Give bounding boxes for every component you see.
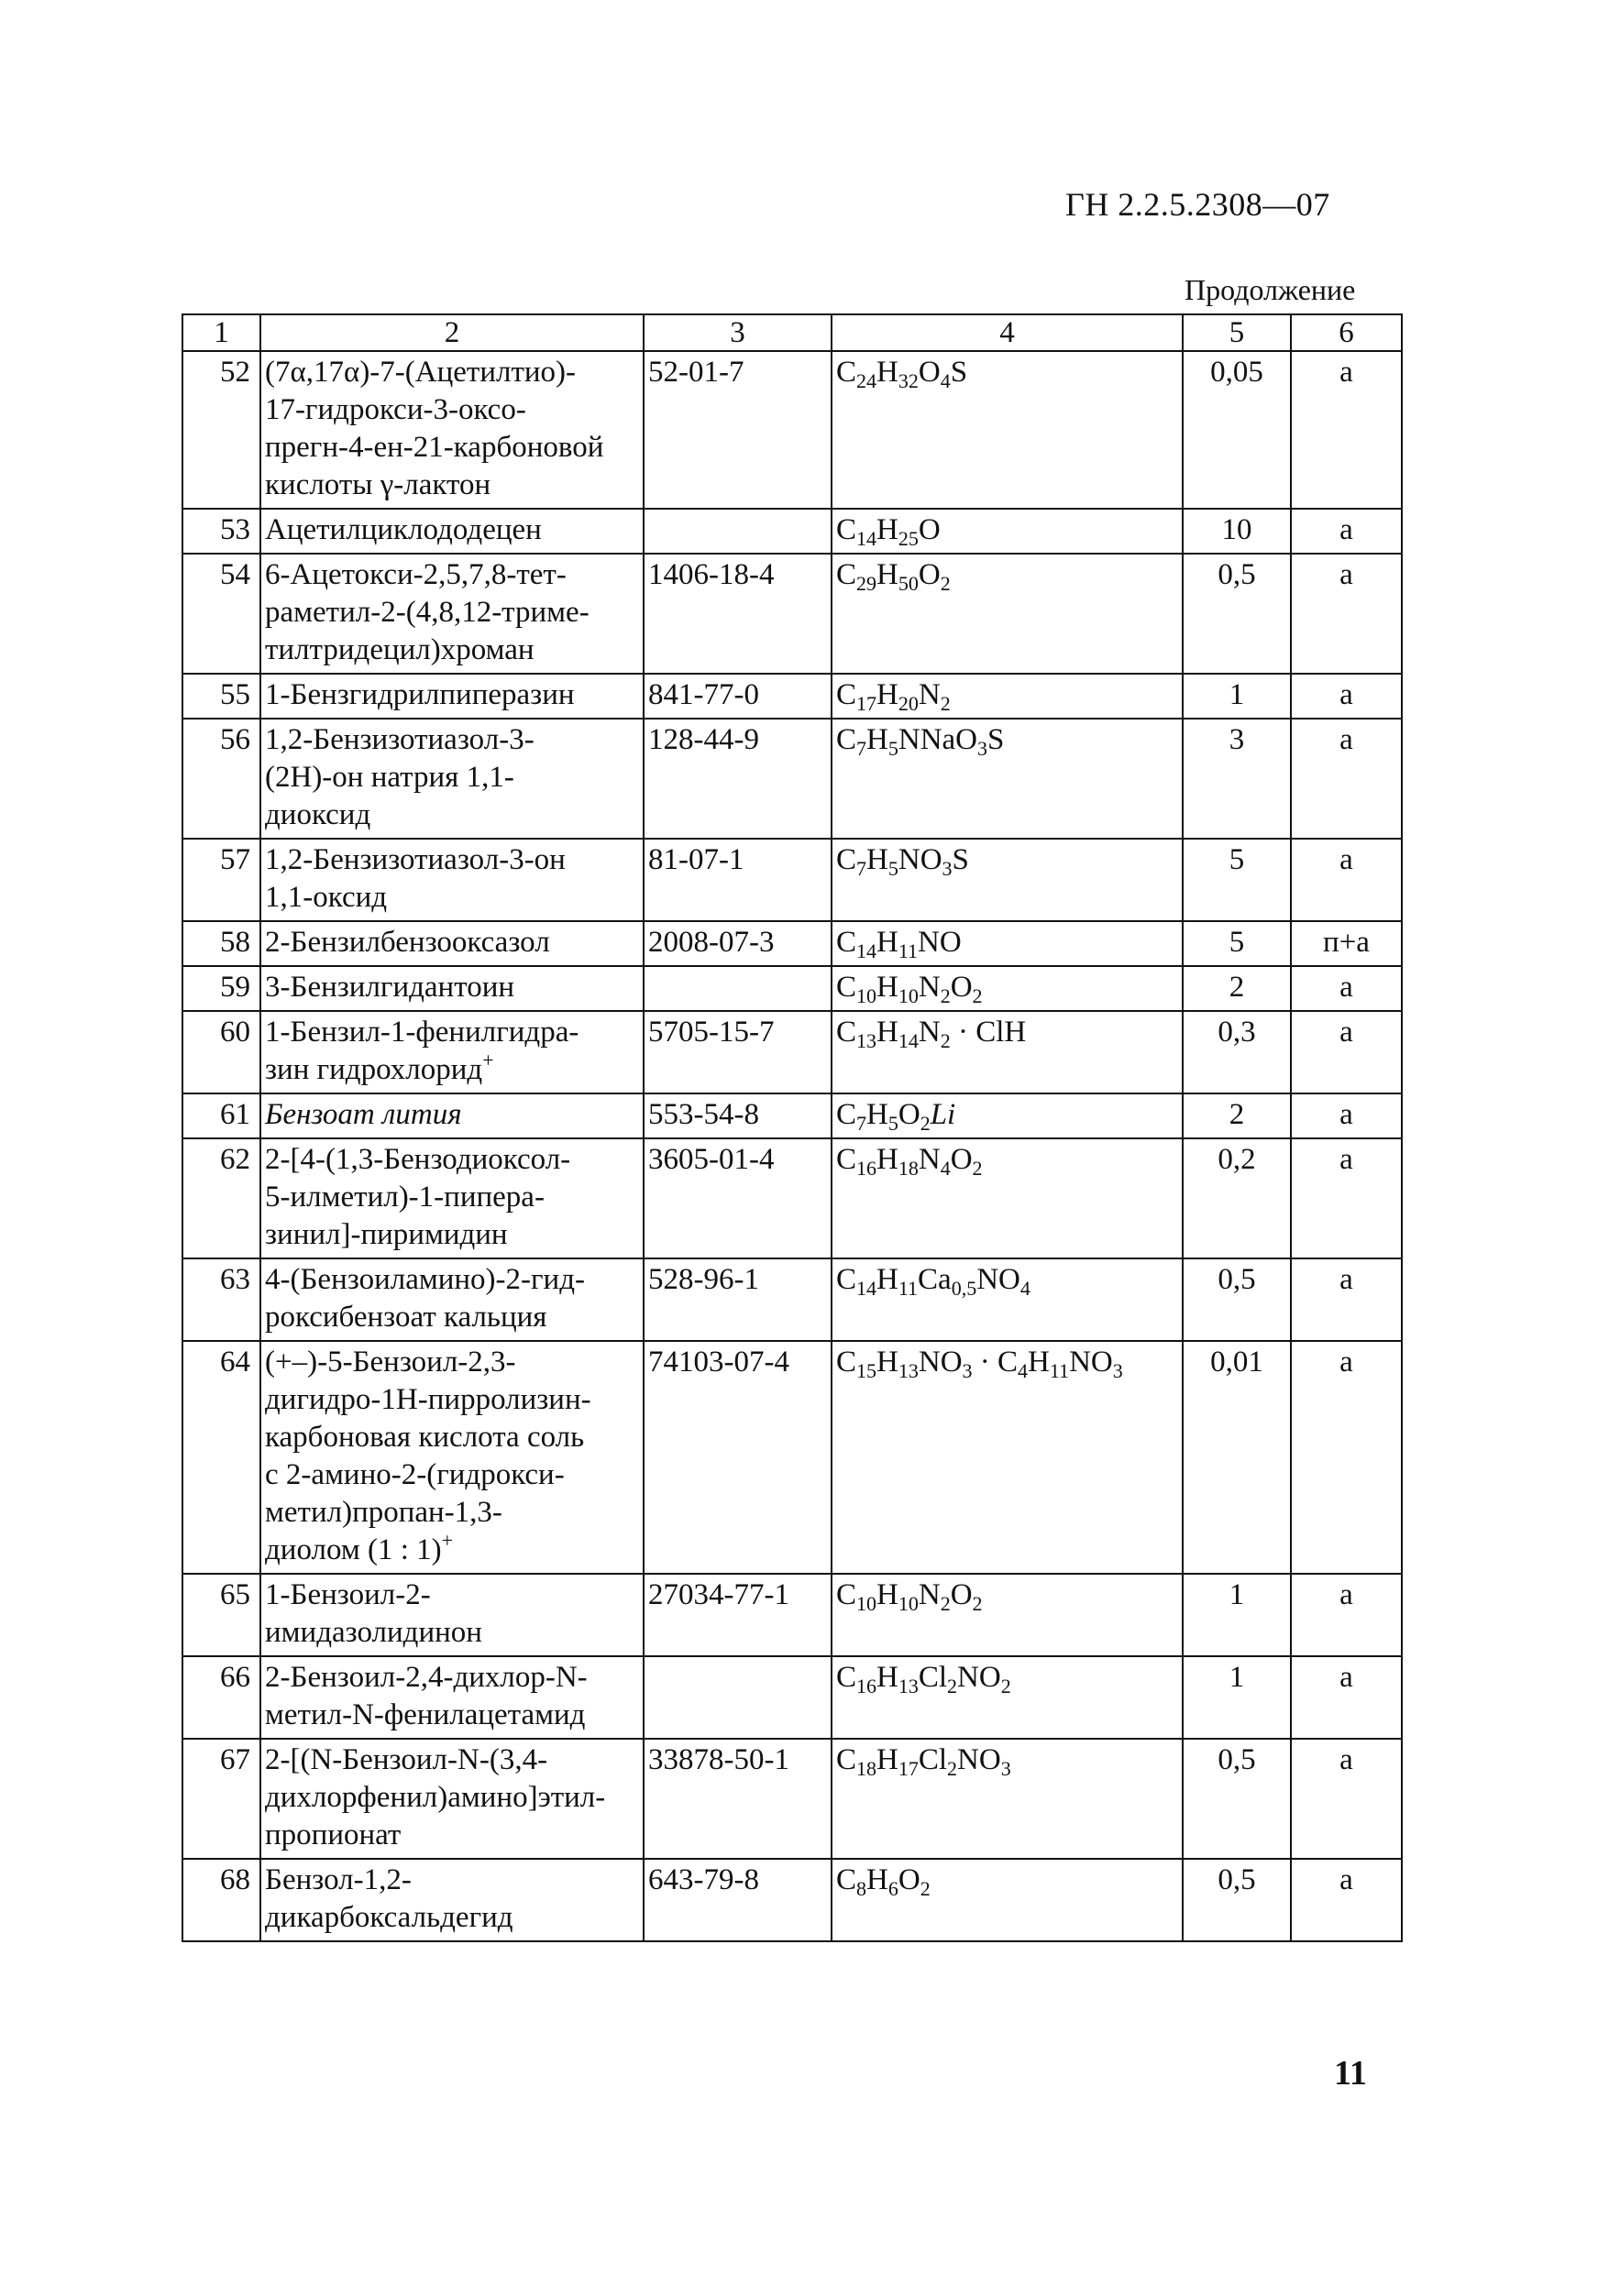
- cas-number: [644, 966, 832, 1011]
- formula-element: H: [866, 1863, 888, 1896]
- aggregate-state: а: [1291, 674, 1402, 719]
- formula-element: H: [866, 723, 888, 756]
- formula-subscript: 3: [1112, 1359, 1123, 1382]
- formula-element: S: [952, 843, 969, 876]
- formula-element: S: [950, 356, 968, 389]
- formula-element: N: [918, 1578, 941, 1611]
- formula-element: O: [918, 513, 941, 546]
- row-number: 63: [182, 1258, 260, 1341]
- formula-element: C: [836, 1263, 857, 1296]
- formula-element: N: [918, 1016, 941, 1049]
- row-number: 64: [182, 1341, 260, 1574]
- formula-element: NO: [957, 1743, 1001, 1776]
- substance-name: [260, 1859, 644, 1941]
- formula-subscript: 24: [856, 369, 877, 392]
- substance-name-line: (7α,17α)-7-(Ацетилтио)-: [265, 356, 577, 389]
- formula-subscript: 4: [940, 369, 951, 392]
- substance-name-line: (+–)-5-Бензоил-2,3-: [265, 1346, 516, 1379]
- chemical-formula: [832, 1341, 1183, 1574]
- substance-name-line: 1-Бензоил-2-: [265, 1578, 431, 1611]
- substance-name-line: Ацетилциклододецен: [265, 513, 542, 546]
- exposure-limit: 1: [1183, 1656, 1291, 1739]
- formula-element: NO: [976, 1263, 1020, 1296]
- table-row: [182, 1656, 1402, 1739]
- formula-element: C: [836, 1346, 857, 1379]
- substance-name-line: 1-Бензил-1-фенилгидра-: [265, 1016, 579, 1049]
- formula-element: O: [918, 356, 941, 389]
- formula-element: C: [836, 1863, 857, 1896]
- substance-name-line: 2-[(N-Бензоил-N-(3,4-: [265, 1743, 548, 1776]
- formula-subscript: 11: [898, 939, 919, 962]
- formula-subscript: 25: [898, 527, 919, 550]
- formula-subscript: 17: [856, 692, 877, 715]
- formula-subscript: 14: [856, 527, 877, 550]
- chemical-formula: [832, 1574, 1183, 1656]
- cas-number: 81-07-1: [644, 839, 832, 921]
- formula-subscript: 13: [898, 1359, 919, 1382]
- chemical-formula: [832, 1093, 1183, 1138]
- table-row: [182, 509, 1402, 554]
- formula-subscript: 3: [962, 1359, 973, 1382]
- cas-number: 841-77-0: [644, 674, 832, 719]
- substance-name-line: тилтридецил)хроман: [265, 633, 534, 666]
- substance-name-line: зинил]-пиримидин: [265, 1218, 508, 1251]
- substance-name-line: 2-[4-(1,3-Бензодиоксол-: [265, 1143, 571, 1176]
- substance-name-line: пропионат: [265, 1818, 402, 1851]
- exposure-limit: 1: [1183, 1574, 1291, 1656]
- formula-element: O: [950, 1578, 973, 1611]
- substance-name-line: зин гидрохлорид: [265, 1053, 483, 1086]
- exposure-limit: 10: [1183, 509, 1291, 554]
- formula-subscript: 2: [947, 1757, 958, 1780]
- table-row: [182, 1574, 1402, 1656]
- formula-subscript: 16: [856, 1157, 877, 1180]
- row-number: 62: [182, 1138, 260, 1258]
- exposure-limit: 5: [1183, 839, 1291, 921]
- substance-name: [260, 921, 644, 966]
- substance-name-line: с 2-амино-2-(гидрокси-: [265, 1458, 565, 1491]
- formula-subscript: 17: [898, 1757, 919, 1780]
- formula-element: C: [836, 971, 857, 1004]
- chemical-formula: [832, 719, 1183, 839]
- row-number: 54: [182, 554, 260, 674]
- row-number: 65: [182, 1574, 260, 1656]
- exposure-limit: 0,5: [1183, 1859, 1291, 1941]
- exposure-limit: 0,5: [1183, 554, 1291, 674]
- formula-element: NO: [1069, 1346, 1113, 1379]
- substance-name: [260, 554, 644, 674]
- aggregate-state: а: [1291, 1859, 1402, 1941]
- continuation-label: Продолжение: [1185, 273, 1356, 306]
- formula-element: H: [876, 926, 898, 959]
- substance-name-line: дихлорфенил)амино]этил-: [265, 1781, 606, 1814]
- formula-subscript: 50: [898, 572, 919, 595]
- substance-name-line: кислоты γ-лактон: [265, 468, 491, 501]
- substance-name: [260, 719, 644, 839]
- formula-subscript: 18: [856, 1757, 877, 1780]
- formula-subscript: 2: [972, 984, 983, 1007]
- substance-name-line: 1,2-Бензизотиазол-3-: [265, 723, 534, 756]
- formula-element: Ca: [918, 1263, 952, 1296]
- formula-subscript: 11: [1049, 1359, 1070, 1382]
- aggregate-state: а: [1291, 554, 1402, 674]
- formula-element: H: [876, 1016, 898, 1049]
- chemical-formula: [832, 1656, 1183, 1739]
- formula-element: C: [836, 926, 857, 959]
- formula-element: C: [836, 558, 857, 591]
- formula-element: H: [876, 1346, 898, 1379]
- exposure-limit: 0,2: [1183, 1138, 1291, 1258]
- cas-number: 33878-50-1: [644, 1739, 832, 1859]
- formula-element: S: [987, 723, 1005, 756]
- formula-element: H: [866, 1098, 888, 1131]
- formula-element: C: [836, 678, 857, 711]
- substance-name: [260, 1138, 644, 1258]
- row-number: 59: [182, 966, 260, 1011]
- exposure-limit: 0,3: [1183, 1011, 1291, 1093]
- formula-subscript: 2: [920, 1877, 931, 1900]
- column-number: 1: [182, 314, 260, 351]
- formula-subscript: 3: [942, 857, 953, 880]
- formula-element: H: [876, 558, 898, 591]
- substance-name: [260, 1574, 644, 1656]
- column-number-row: [182, 314, 1402, 351]
- formula-element: H: [876, 1578, 898, 1611]
- substance-name-line: 1-Бензгидрилпиперазин: [265, 678, 575, 711]
- substance-name: [260, 351, 644, 509]
- aggregate-state: а: [1291, 1341, 1402, 1574]
- formula-element: C: [836, 843, 857, 876]
- formula-subscript: 0,5: [951, 1277, 977, 1300]
- substances-table: [182, 313, 1403, 1942]
- formula-element: O: [918, 558, 941, 591]
- aggregate-state: а: [1291, 1739, 1402, 1859]
- formula-subscript: 3: [1000, 1757, 1011, 1780]
- table-row: [182, 351, 1402, 509]
- chemical-formula: [832, 1138, 1183, 1258]
- formula-subscript: 6: [887, 1877, 898, 1900]
- cas-number: 128-44-9: [644, 719, 832, 839]
- formula-subscript: 20: [898, 692, 919, 715]
- formula-element: C: [836, 1743, 857, 1776]
- formula-element: O: [898, 1098, 920, 1131]
- substance-name-line: Бензол-1,2-: [265, 1863, 412, 1896]
- formula-element: H: [876, 1143, 898, 1176]
- formula-subscript: 16: [856, 1675, 877, 1697]
- formula-subscript: 10: [898, 1592, 919, 1615]
- substance-name-line: метил-N-фенилацетамид: [265, 1698, 586, 1731]
- substance-name-line: 6-Ацетокси-2,5,7,8-тет-: [265, 558, 567, 591]
- cas-number: 3605-01-4: [644, 1138, 832, 1258]
- formula-element: O: [898, 1863, 920, 1896]
- table-row: [182, 554, 1402, 674]
- substance-name: [260, 839, 644, 921]
- formula-subscript: 15: [856, 1359, 877, 1382]
- row-number: 57: [182, 839, 260, 921]
- formula-subscript: 2: [947, 1675, 958, 1697]
- formula-subscript: 4: [1019, 1277, 1030, 1300]
- aggregate-state: п+а: [1291, 921, 1402, 966]
- substance-name-line: роксибензоат кальция: [265, 1301, 547, 1334]
- cas-number: 553-54-8: [644, 1093, 832, 1138]
- substance-name-line: 1,2-Бензизотиазол-3-он: [265, 843, 566, 876]
- substance-name: [260, 1341, 644, 1574]
- substance-name-line: дикарбоксальдегид: [265, 1901, 513, 1934]
- aggregate-state: а: [1291, 1656, 1402, 1739]
- exposure-limit: 0,01: [1183, 1341, 1291, 1574]
- table-row: [182, 674, 1402, 719]
- formula-subscript: 2: [940, 572, 951, 595]
- formula-element: H: [866, 843, 888, 876]
- cas-number: 528-96-1: [644, 1258, 832, 1341]
- cas-number: 643-79-8: [644, 1859, 832, 1941]
- chemical-formula: [832, 1859, 1183, 1941]
- formula-element: N: [918, 971, 941, 1004]
- formula-subscript: 2: [1000, 1675, 1011, 1697]
- formula-element: H: [876, 971, 898, 1004]
- formula-subscript: 4: [1018, 1359, 1029, 1382]
- substance-name-line: Бензоат лития: [265, 1098, 462, 1131]
- row-number: 67: [182, 1739, 260, 1859]
- row-number: 68: [182, 1859, 260, 1941]
- formula-element: H: [876, 356, 898, 389]
- substance-name: [260, 966, 644, 1011]
- cas-number: 74103-07-4: [644, 1341, 832, 1574]
- substance-name: [260, 1258, 644, 1341]
- table-row: [182, 1739, 1402, 1859]
- substance-name-line: раметил-2-(4,8,12-триме-: [265, 596, 590, 629]
- table-row: [182, 1258, 1402, 1341]
- aggregate-state: а: [1291, 719, 1402, 839]
- chemical-formula: [832, 674, 1183, 719]
- substance-name: [260, 1656, 644, 1739]
- substance-name-line: 1,1-оксид: [265, 881, 388, 914]
- formula-subscript: 5: [887, 857, 898, 880]
- formula-subscript: 10: [856, 1592, 877, 1615]
- table-row: [182, 1859, 1402, 1941]
- row-number: 66: [182, 1656, 260, 1739]
- formula-element: N: [918, 678, 941, 711]
- cas-number: 5705-15-7: [644, 1011, 832, 1093]
- chemical-formula: [832, 509, 1183, 554]
- row-number: 52: [182, 351, 260, 509]
- formula-subscript: 11: [898, 1277, 919, 1300]
- row-number: 60: [182, 1011, 260, 1093]
- substance-name: [260, 1093, 644, 1138]
- formula-subscript: 10: [898, 984, 919, 1007]
- substance-name-line: (2H)-он натрия 1,1-: [265, 761, 514, 794]
- substance-name: [260, 1739, 644, 1859]
- page-number: 11: [1334, 2054, 1367, 2093]
- formula-subscript: 29: [856, 572, 877, 595]
- column-number: 3: [644, 314, 832, 351]
- substance-name-line: имидазолидинон: [265, 1616, 482, 1649]
- formula-element: NO: [898, 843, 942, 876]
- substance-name-line: 2-Бензилбензооксазол: [265, 926, 550, 959]
- aggregate-state: а: [1291, 1574, 1402, 1656]
- substance-name-line: 2-Бензоил-2,4-дихлор-N-: [265, 1661, 588, 1694]
- row-number: 61: [182, 1093, 260, 1138]
- formula-subscript: 2: [920, 1112, 931, 1135]
- table-row: [182, 921, 1402, 966]
- exposure-limit: 0,5: [1183, 1739, 1291, 1859]
- aggregate-state: а: [1291, 966, 1402, 1011]
- formula-subscript: 7: [856, 857, 867, 880]
- cas-number: 27034-77-1: [644, 1574, 832, 1656]
- formula-element: H: [876, 1661, 898, 1694]
- aggregate-state: а: [1291, 1011, 1402, 1093]
- formula-subscript: 7: [856, 737, 867, 760]
- formula-element: H: [1028, 1346, 1050, 1379]
- aggregate-state: а: [1291, 1258, 1402, 1341]
- formula-subscript: 32: [898, 369, 919, 392]
- chemical-formula: [832, 351, 1183, 509]
- chemical-formula: [832, 554, 1183, 674]
- column-number: 2: [260, 314, 644, 351]
- formula-element: C: [836, 1098, 857, 1131]
- formula-element: C: [836, 1016, 857, 1049]
- formula-element: C: [836, 513, 857, 546]
- exposure-limit: 0,05: [1183, 351, 1291, 509]
- substance-name-line: карбоновая кислота соль: [265, 1421, 585, 1454]
- formula-element: H: [876, 1263, 898, 1296]
- formula-subscript: 14: [856, 939, 877, 962]
- formula-element: C: [836, 1578, 857, 1611]
- formula-subscript: 5: [887, 737, 898, 760]
- formula-subscript: 2: [940, 1029, 951, 1052]
- superscript-mark: +: [482, 1049, 494, 1071]
- formula-element: Cl: [918, 1661, 948, 1694]
- substance-name-line: диоксид: [265, 798, 371, 831]
- formula-subscript: 3: [977, 737, 988, 760]
- row-number: 58: [182, 921, 260, 966]
- column-number: 4: [832, 314, 1183, 351]
- formula-subscript: 8: [856, 1877, 867, 1900]
- formula-element: H: [876, 1743, 898, 1776]
- cas-number: 1406-18-4: [644, 554, 832, 674]
- formula-element: Li: [930, 1098, 956, 1131]
- formula-subscript: 14: [856, 1277, 877, 1300]
- formula-element: C: [836, 1661, 857, 1694]
- aggregate-state: а: [1291, 1093, 1402, 1138]
- exposure-limit: 1: [1183, 674, 1291, 719]
- table-row: [182, 1341, 1402, 1574]
- exposure-limit: 2: [1183, 966, 1291, 1011]
- formula-element: NO: [918, 926, 962, 959]
- column-number: 6: [1291, 314, 1402, 351]
- formula-element: NO: [957, 1661, 1001, 1694]
- formula-element: C: [836, 1143, 857, 1176]
- chemical-formula: [832, 1258, 1183, 1341]
- formula-element: H: [876, 678, 898, 711]
- table-row: [182, 1093, 1402, 1138]
- cas-number: 2008-07-3: [644, 921, 832, 966]
- substance-name-line: 4-(Бензоиламино)-2-гид-: [265, 1263, 585, 1296]
- formula-subscript: 7: [856, 1112, 867, 1135]
- substance-name: [260, 674, 644, 719]
- row-number: 55: [182, 674, 260, 719]
- formula-subscript: 13: [856, 1029, 877, 1052]
- formula-element: · C: [972, 1346, 1019, 1379]
- formula-subscript: 4: [940, 1157, 951, 1180]
- chemical-formula: [832, 839, 1183, 921]
- document-code: ГН 2.2.5.2308—07: [1065, 186, 1330, 223]
- formula-element: N: [918, 1143, 941, 1176]
- exposure-limit: 5: [1183, 921, 1291, 966]
- formula-element: Cl: [918, 1743, 948, 1776]
- formula-subscript: 2: [940, 984, 951, 1007]
- formula-subscript: 18: [898, 1157, 919, 1180]
- chemical-formula: [832, 966, 1183, 1011]
- substance-name: [260, 1011, 644, 1093]
- substance-name: [260, 509, 644, 554]
- cas-number: 52-01-7: [644, 351, 832, 509]
- substance-name-line: 3-Бензилгидантоин: [265, 971, 515, 1004]
- chemical-formula: [832, 1011, 1183, 1093]
- exposure-limit: 0,5: [1183, 1258, 1291, 1341]
- substance-name-line: диолом (1 : 1): [265, 1533, 442, 1566]
- exposure-limit: 2: [1183, 1093, 1291, 1138]
- formula-element: NNaO: [898, 723, 978, 756]
- formula-element: · ClH: [950, 1016, 1027, 1049]
- chemical-formula: [832, 1739, 1183, 1859]
- aggregate-state: а: [1291, 351, 1402, 509]
- formula-subscript: 2: [940, 692, 951, 715]
- formula-subscript: 2: [940, 1592, 951, 1615]
- aggregate-state: а: [1291, 509, 1402, 554]
- formula-element: C: [836, 356, 857, 389]
- formula-element: O: [950, 1143, 973, 1176]
- formula-element: H: [876, 513, 898, 546]
- row-number: 53: [182, 509, 260, 554]
- formula-subscript: 10: [856, 984, 877, 1007]
- exposure-limit: 3: [1183, 719, 1291, 839]
- superscript-mark: +: [441, 1529, 454, 1552]
- substance-name-line: 5-илметил)-1-пипера-: [265, 1181, 545, 1214]
- formula-subscript: 2: [972, 1592, 983, 1615]
- table-row: [182, 719, 1402, 839]
- cas-number: [644, 1656, 832, 1739]
- table-row: [182, 1011, 1402, 1093]
- chemical-formula: [832, 921, 1183, 966]
- formula-subscript: 2: [972, 1157, 983, 1180]
- formula-element: O: [950, 971, 973, 1004]
- formula-subscript: 14: [898, 1029, 919, 1052]
- substance-name-line: прегн-4-ен-21-карбоновой: [265, 431, 604, 464]
- substance-name-line: 17-гидрокси-3-оксо-: [265, 393, 526, 426]
- aggregate-state: а: [1291, 1138, 1402, 1258]
- formula-element: NO: [918, 1346, 963, 1379]
- substance-name-line: дигидро-1H-пирролизин-: [265, 1383, 591, 1416]
- substance-name-line: метил)пропан-1,3-: [265, 1496, 502, 1529]
- table-row: [182, 966, 1402, 1011]
- formula-subscript: 5: [887, 1112, 898, 1135]
- cas-number: [644, 509, 832, 554]
- column-number: 5: [1183, 314, 1291, 351]
- table-row: [182, 1138, 1402, 1258]
- formula-subscript: 13: [898, 1675, 919, 1697]
- formula-element: C: [836, 723, 857, 756]
- row-number: 56: [182, 719, 260, 839]
- table-row: [182, 839, 1402, 921]
- aggregate-state: а: [1291, 839, 1402, 921]
